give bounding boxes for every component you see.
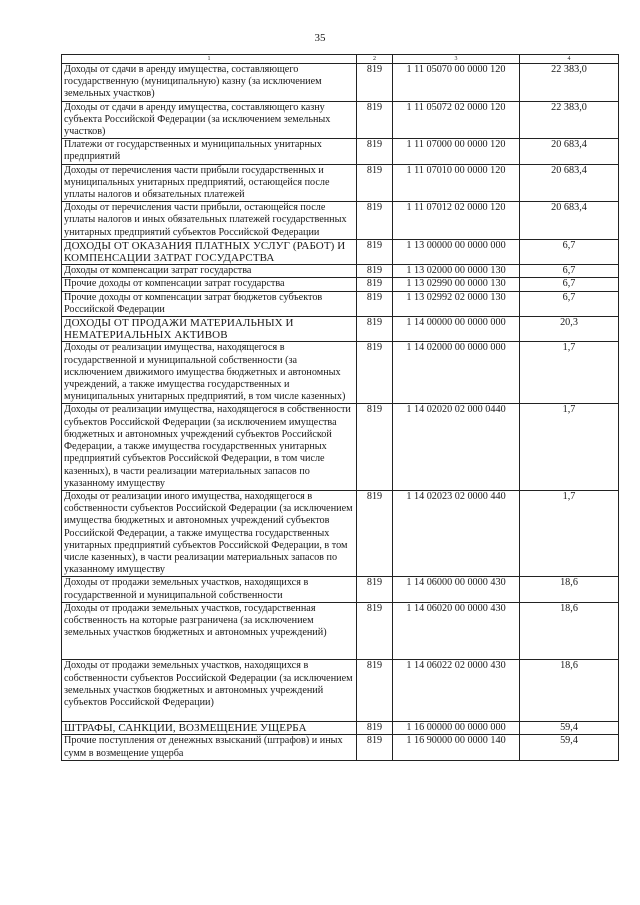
amount-cell: 20 683,4 (520, 202, 619, 240)
administrator-code-cell: 819 (357, 317, 393, 342)
amount-cell: 18,6 (520, 577, 619, 602)
administrator-code-cell: 819 (357, 64, 393, 102)
budget-classification-code-cell: 1 13 02990 00 0000 130 (393, 278, 520, 291)
budget-classification-code-cell: 1 16 90000 00 0000 140 (393, 735, 520, 760)
page-number: 35 (314, 32, 326, 44)
table-section-row (62, 239, 619, 264)
budget-classification-code-cell: 1 11 07012 02 0000 120 (393, 202, 520, 240)
revenue-name-cell: Доходы от реализации имущества, находящегося в собственности субъектов Российской Федерации (за исключением имущества бюджетных и автономных учреждений субъектов Российской Федерации, а также имущества государственных унитарных предприятий субъектов Российской Федерации, в том числе казенных), в части реализации материальных запасов по указанному имуществу (62, 404, 357, 490)
revenue-name-cell: Прочие доходы от компенсации затрат бюджетов субъектов Российской Федерации (62, 291, 357, 316)
budget-classification-code-cell: 1 13 02992 02 0000 130 (393, 291, 520, 316)
budget-classification-code-cell: 1 14 00000 00 0000 000 (393, 317, 520, 342)
revenue-name-cell: Доходы от реализации иного имущества, находящегося в собственности субъектов Российской Федерации (за исключением имущества бюджетных и автономных учреждений субъектов Российской Федерации, а также имущества государственных унитарных предприятий субъектов Российской Федерации, в том числе казенных), в части реализации материальных запасов по указанному имуществу (62, 490, 357, 576)
amount-cell: 1,7 (520, 404, 619, 490)
revenue-name-cell: Доходы от сдачи в аренду имущества, составляющего государственную (муниципальную) казну (за исключением земельных участков) (62, 64, 357, 102)
revenue-name-cell: Доходы от продажи земельных участков, государственная собственность на которые разграничена (за исключением земельных участков бюджетных и автономных учреждений) (62, 602, 357, 660)
table-row (62, 342, 619, 404)
revenue-name-cell: Доходы от перечисления части прибыли государственных и муниципальных унитарных предприятий, остающейся после уплаты налогов и обязательных платежей (62, 164, 357, 202)
budget-classification-code-cell: 1 11 05070 00 0000 120 (393, 64, 520, 102)
administrator-code-cell: 819 (357, 101, 393, 139)
table-row (62, 602, 619, 660)
row-spacer (64, 639, 354, 659)
table-row (62, 202, 619, 240)
table-row (62, 64, 619, 102)
administrator-code-cell: 819 (357, 577, 393, 602)
budget-classification-code-cell: 1 11 07010 00 0000 120 (393, 164, 520, 202)
amount-cell: 6,7 (520, 278, 619, 291)
revenue-table (61, 54, 619, 761)
table-section-row (62, 317, 619, 342)
table-body (62, 64, 619, 761)
amount-cell: 6,7 (520, 291, 619, 316)
revenue-name-cell: ШТРАФЫ, САНКЦИИ, ВОЗМЕЩЕНИЕ УЩЕРБА (62, 722, 357, 735)
revenue-name-cell: Доходы от компенсации затрат государства (62, 265, 357, 278)
table-row (62, 735, 619, 760)
administrator-code-cell: 819 (357, 139, 393, 164)
administrator-code-cell: 819 (357, 735, 393, 760)
administrator-code-cell: 819 (357, 342, 393, 404)
amount-cell: 6,7 (520, 265, 619, 278)
revenue-name-cell: ДОХОДЫ ОТ ПРОДАЖИ МАТЕРИАЛЬНЫХ И НЕМАТЕРИАЛЬНЫХ АКТИВОВ (62, 317, 357, 342)
revenue-name-cell: Доходы от продажи земельных участков, находящихся в собственности субъектов Российской Федерации (за исключением земельных участков бюджетных и автономных учреждений субъектов Российской Федерации) (62, 660, 357, 722)
revenue-name-cell: Доходы от продажи земельных участков, находящихся в государственной и муниципальной собственности (62, 577, 357, 602)
budget-classification-code-cell: 1 11 07000 00 0000 120 (393, 139, 520, 164)
row-spacer (64, 709, 354, 721)
budget-classification-code-cell: 1 14 06020 00 0000 430 (393, 602, 520, 660)
administrator-code-cell: 819 (357, 490, 393, 576)
column-number-1: 1 (62, 55, 357, 64)
revenue-name-cell: Прочие доходы от компенсации затрат государства (62, 278, 357, 291)
budget-classification-code-cell: 1 13 02000 00 0000 130 (393, 265, 520, 278)
budget-classification-code-cell: 1 11 05072 02 0000 120 (393, 101, 520, 139)
amount-cell: 18,6 (520, 602, 619, 660)
table-header-row (62, 55, 619, 64)
amount-cell: 22 383,0 (520, 64, 619, 102)
table-row (62, 291, 619, 316)
budget-classification-code-cell: 1 14 02023 02 0000 440 (393, 490, 520, 576)
administrator-code-cell: 819 (357, 265, 393, 278)
budget-classification-code-cell: 1 16 00000 00 0000 000 (393, 722, 520, 735)
table-row (62, 490, 619, 576)
budget-classification-code-cell: 1 14 02000 00 0000 000 (393, 342, 520, 404)
administrator-code-cell: 819 (357, 404, 393, 490)
administrator-code-cell: 819 (357, 202, 393, 240)
revenue-name-cell: ДОХОДЫ ОТ ОКАЗАНИЯ ПЛАТНЫХ УСЛУГ (РАБОТ) И КОМПЕНСАЦИИ ЗАТРАТ ГОСУДАРСТВА (62, 239, 357, 264)
administrator-code-cell: 819 (357, 722, 393, 735)
amount-cell: 59,4 (520, 722, 619, 735)
table-section-row (62, 722, 619, 735)
amount-cell: 1,7 (520, 342, 619, 404)
amount-cell: 20 683,4 (520, 139, 619, 164)
amount-cell: 18,6 (520, 660, 619, 722)
revenue-name-cell: Доходы от перечисления части прибыли, остающейся после уплаты налогов и иных обязательных платежей государственных унитарных предприятий субъектов Российской Федерации (62, 202, 357, 240)
budget-classification-code-cell: 1 14 06022 02 0000 430 (393, 660, 520, 722)
amount-cell: 6,7 (520, 239, 619, 264)
amount-cell: 20,3 (520, 317, 619, 342)
column-number-4: 4 (520, 55, 619, 64)
amount-cell: 1,7 (520, 490, 619, 576)
table-row (62, 164, 619, 202)
administrator-code-cell: 819 (357, 602, 393, 660)
table-row (62, 278, 619, 291)
table-row (62, 265, 619, 278)
budget-classification-code-cell: 1 14 06000 00 0000 430 (393, 577, 520, 602)
revenue-name-cell: Доходы от реализации имущества, находящегося в государственной и муниципальной собственности (за исключением движимого имущества бюджетных и автономных учреждений, а также имущества государственных и муниципальных унитарных предприятий, в том числе казенных) (62, 342, 357, 404)
column-number-2: 2 (357, 55, 393, 64)
administrator-code-cell: 819 (357, 239, 393, 264)
revenue-name-cell: Доходы от сдачи в аренду имущества, составляющего казну субъекта Российской Федерации (за исключением земельных участков) (62, 101, 357, 139)
revenue-name-cell: Платежи от государственных и муниципальных унитарных предприятий (62, 139, 357, 164)
table-row (62, 660, 619, 722)
table-row (62, 101, 619, 139)
amount-cell: 22 383,0 (520, 101, 619, 139)
administrator-code-cell: 819 (357, 164, 393, 202)
budget-classification-code-cell: 1 13 00000 00 0000 000 (393, 239, 520, 264)
amount-cell: 59,4 (520, 735, 619, 760)
budget-classification-code-cell: 1 14 02020 02 000 0440 (393, 404, 520, 490)
column-number-3: 3 (393, 55, 520, 64)
revenue-name-cell: Прочие поступления от денежных взысканий (штрафов) и иных сумм в возмещение ущерба (62, 735, 357, 760)
table-row (62, 404, 619, 490)
amount-cell: 20 683,4 (520, 164, 619, 202)
table-row (62, 139, 619, 164)
administrator-code-cell: 819 (357, 660, 393, 722)
administrator-code-cell: 819 (357, 291, 393, 316)
table-row (62, 577, 619, 602)
administrator-code-cell: 819 (357, 278, 393, 291)
